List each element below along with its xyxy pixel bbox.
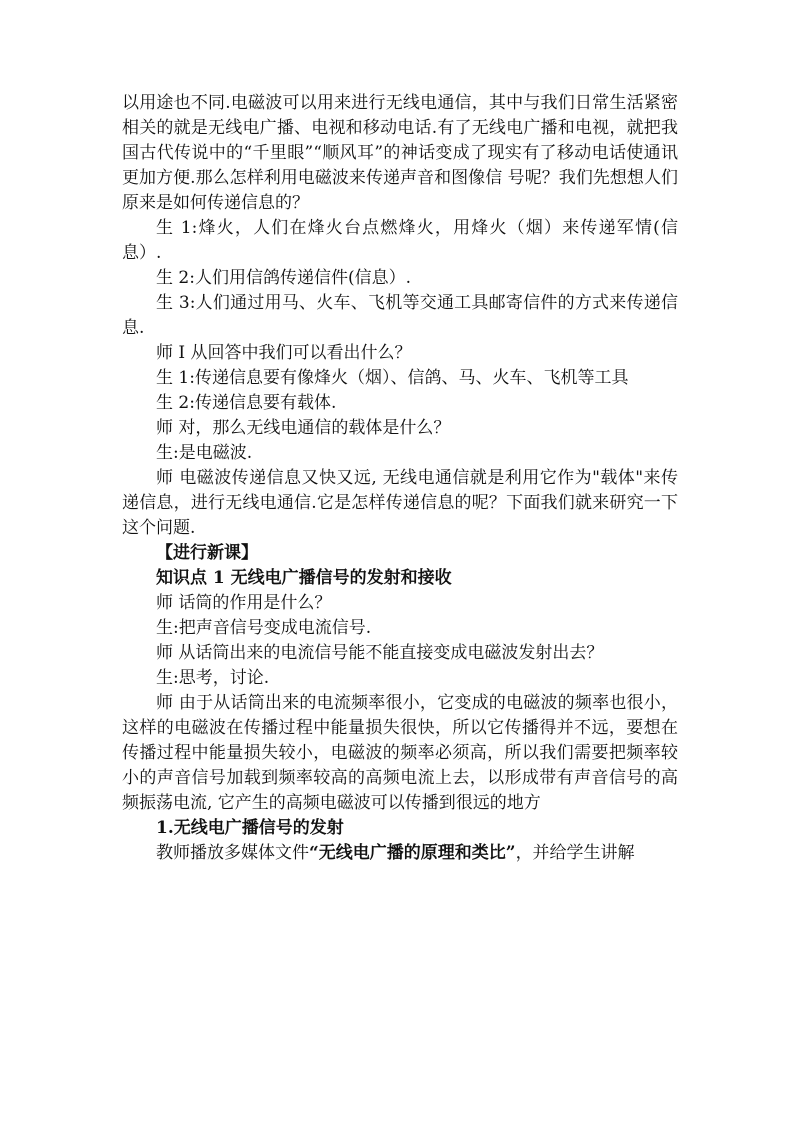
paragraph-multimedia bbox=[122, 841, 678, 866]
paragraph-student-microphone-answer: 生:把声音信号变成电流信号. bbox=[156, 618, 372, 638]
paragraph-teacher-microphone-question: 师 话筒的作用是什么？ bbox=[156, 593, 332, 613]
paragraph-student3-answer: 生 3:人们通过用马、火车、飞机等交通工具邮寄信件的方式来传递信息. bbox=[122, 293, 678, 338]
section-heading-knowledge-point-1: 知识点 1 无线电广播信号的发射和接收 bbox=[156, 568, 452, 588]
paragraph-teacher-signal-question: 师 从话筒出来的电流信号能不能直接变成电磁波发射出去？ bbox=[156, 643, 604, 663]
paragraph-multimedia-suffix: ，并给学生讲解 bbox=[515, 843, 635, 863]
multimedia-file-title: “无线电广播的原理和类比” bbox=[309, 843, 516, 863]
paragraph-teacher-question: 师 I 从回答中我们可以看出什么？ bbox=[156, 343, 412, 363]
document-page bbox=[122, 91, 678, 866]
paragraph-multimedia-prefix: 教师播放多媒体文件 bbox=[156, 843, 309, 863]
paragraph-teacher-carrier-question: 师 对，那么无线电通信的载体是什么？ bbox=[156, 418, 451, 438]
paragraph-student1-reply: 生 1:传递信息要有像烽火（烟）、信鸽、马、火车、飞机等工具 bbox=[156, 368, 629, 388]
paragraph-teacher-explanation: 师 电磁波传递信息又快又远, 无线电通信就是利用它作为"载体"来传递信息，进行无线电通信.它是怎样传递信息的呢？下面我们就来研究一下这个问题. bbox=[122, 468, 678, 538]
section-heading-new-lesson: 【进行新课】 bbox=[156, 543, 258, 563]
paragraph-student2-reply: 生 2:传递信息要有载体. bbox=[156, 393, 337, 413]
paragraph-student-discussion: 生:思考，讨论. bbox=[156, 668, 270, 688]
paragraph-student2-answer: 生 2:人们用信鸽传递信件(信息）. bbox=[156, 268, 411, 288]
section-heading-broadcast-transmission: 1.无线电广播信号的发射 bbox=[156, 818, 344, 838]
paragraph-intro: 以用途也不同.电磁波可以用来进行无线电通信，其中与我们日常生活紧密相关的就是无线电广播、电视和移动电话.有了无线电广播和电视，就把我国古代传说中的“千里眼”“顺风耳”的神话变成了现实有了移动电话使通讯更加方便.那么怎样利用电磁波来传递声音和图像信 号呢？我们先想想人们原来是如何传递信息的？ bbox=[122, 93, 678, 213]
paragraph-student1-answer: 生 1:烽火，人们在烽火台点燃烽火，用烽火（烟）来传递军情(信息）. bbox=[122, 218, 678, 263]
paragraph-teacher-frequency-explanation: 师 由于从话筒出来的电流频率很小，它变成的电磁波的频率也很小，这样的电磁波在传播过程中能量损失很快，所以它传播得并不远，要想在传播过程中能量损失较小，电磁波的频率必须高，所以我们需要把频率较小的声音信号加载到频率较高的高频电流上去，以形成带有声音信号的高频振荡电流, 它产生的高频电磁波可以传播到很远的地方 bbox=[122, 693, 678, 813]
paragraph-student-carrier-answer: 生:是电磁波. bbox=[156, 443, 253, 463]
